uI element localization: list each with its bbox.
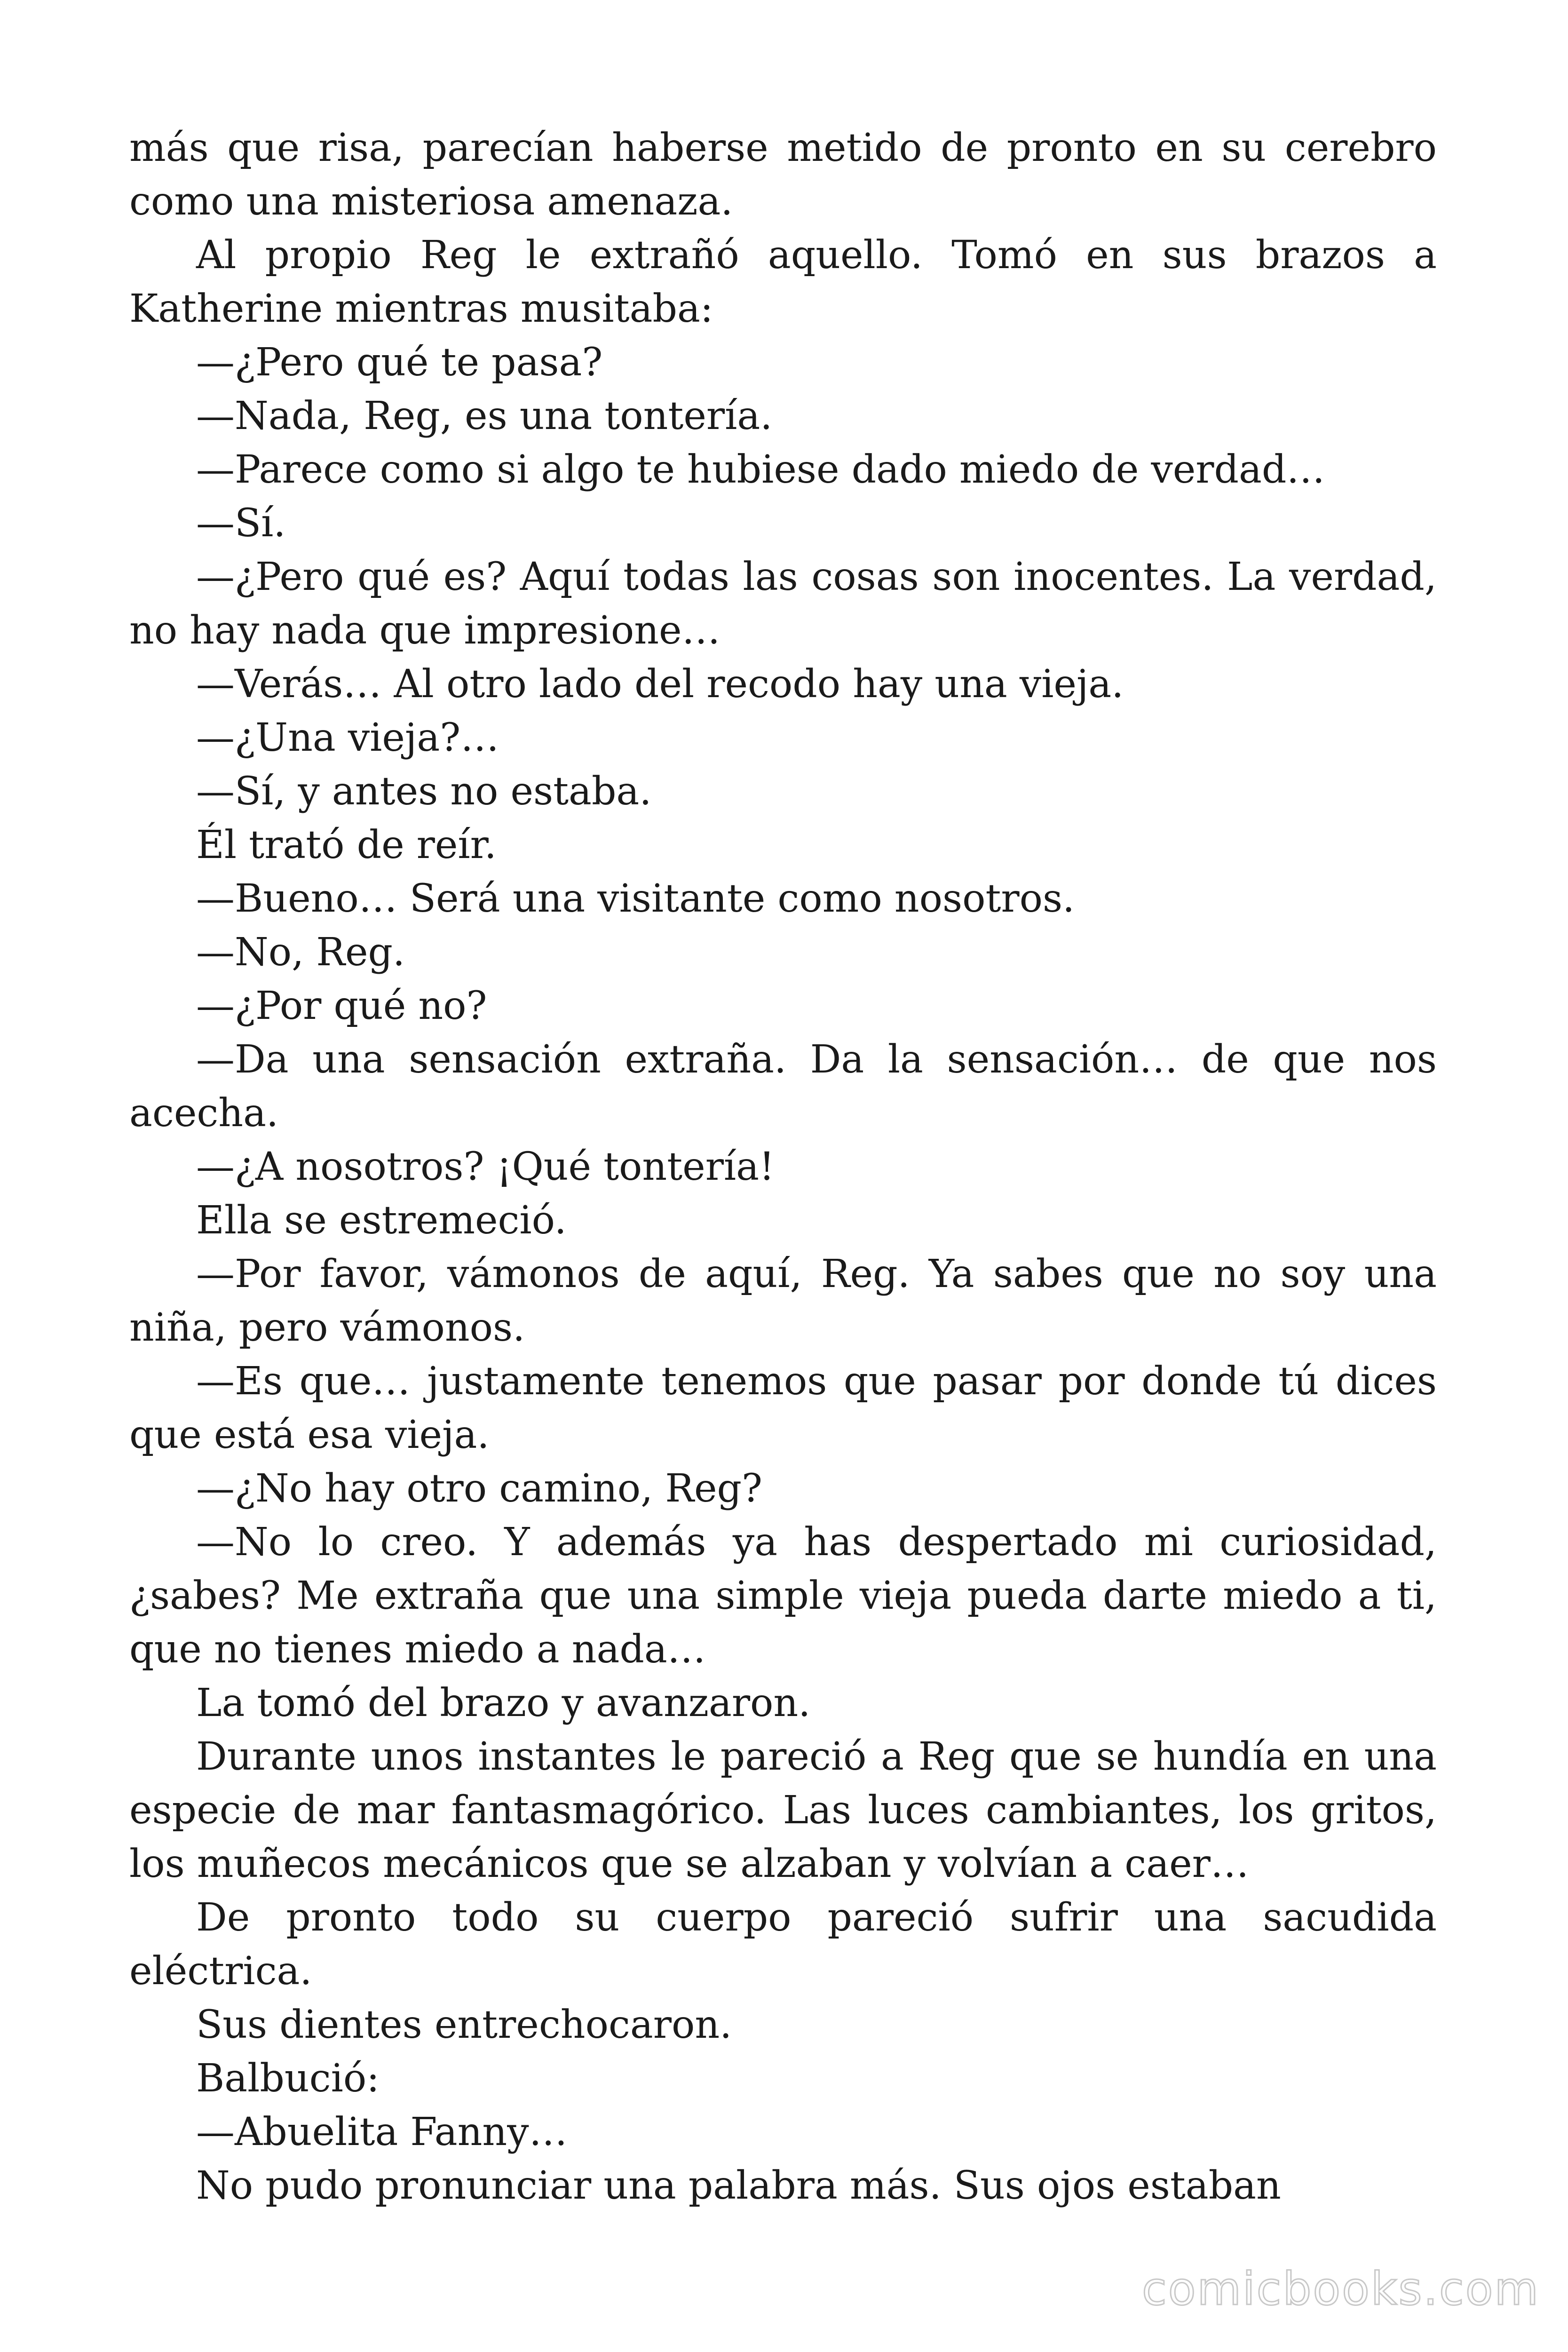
paragraph: —No, Reg. xyxy=(196,930,405,975)
paragraph: —¿Pero qué es? Aquí todas las cosas son inocentes. La verdad, no hay nada que impresione… xyxy=(129,555,1437,653)
paragraph: —Sí. xyxy=(196,501,286,546)
paragraph: —¿No hay otro camino, Reg? xyxy=(196,1466,763,1511)
paragraph: —¿Una vieja?… xyxy=(196,715,499,760)
paragraph: —¿Por qué no? xyxy=(196,984,487,1028)
paragraph: —¿Pero qué te pasa? xyxy=(196,340,603,385)
paragraph: La tomó del brazo y avanzaron. xyxy=(196,1681,811,1725)
paragraph: —Es que… justamente tenemos que pasar por donde tú dices que está esa vieja. xyxy=(129,1359,1437,1457)
paragraph: —No lo creo. Y además ya has despertado mi curiosidad, ¿sabes? Me extraña que una simple vieja pueda darte miedo a ti, que no tienes miedo a nada… xyxy=(129,1520,1437,1672)
paragraph: Al propio Reg le extrañó aquello. Tomó en sus brazos a Katherine mientras musitaba: xyxy=(129,233,1437,331)
paragraph: —Sí, y antes no estaba. xyxy=(196,769,652,814)
paragraph: —Verás… Al otro lado del recodo hay una vieja. xyxy=(196,662,1124,707)
paragraph: —Parece como si algo te hubiese dado miedo de verdad… xyxy=(196,447,1325,492)
paragraph: Balbució: xyxy=(196,2056,380,2101)
paragraph: —Nada, Reg, es una tontería. xyxy=(196,394,773,438)
watermark: comicbooks.com xyxy=(1141,2263,1540,2315)
paragraph: De pronto todo su cuerpo pareció sufrir una sacudida eléctrica. xyxy=(129,1895,1437,1994)
paragraph: No pudo pronunciar una palabra más. Sus ojos estaban xyxy=(196,2163,1281,2208)
paragraph: Ella se estremeció. xyxy=(196,1198,567,1243)
paragraph: Él trató de reír. xyxy=(196,823,497,867)
body-text xyxy=(129,121,1437,2213)
paragraph: Durante unos instantes le pareció a Reg que se hundía en una especie de mar fantasmagórico. Las luces cambiantes, los gritos, los muñecos mecánicos que se alzaban y volvían a caer… xyxy=(129,1734,1437,1886)
paragraph: más que risa, parecían haberse metido de pronto en su cerebro como una misteriosa amenaza. xyxy=(129,126,1437,224)
paragraph: —Por favor, vámonos de aquí, Reg. Ya sabes que no soy una niña, pero vámonos. xyxy=(129,1252,1437,1350)
paragraph: —¿A nosotros? ¡Qué tontería! xyxy=(196,1144,775,1189)
paragraph: —Bueno… Será una visitante como nosotros. xyxy=(196,876,1075,921)
paragraph: —Abuelita Fanny… xyxy=(196,2110,568,2154)
paragraph: Sus dientes entrechocaron. xyxy=(196,2002,732,2047)
paragraph: —Da una sensación extraña. Da la sensación… de que nos acecha. xyxy=(129,1037,1437,1136)
